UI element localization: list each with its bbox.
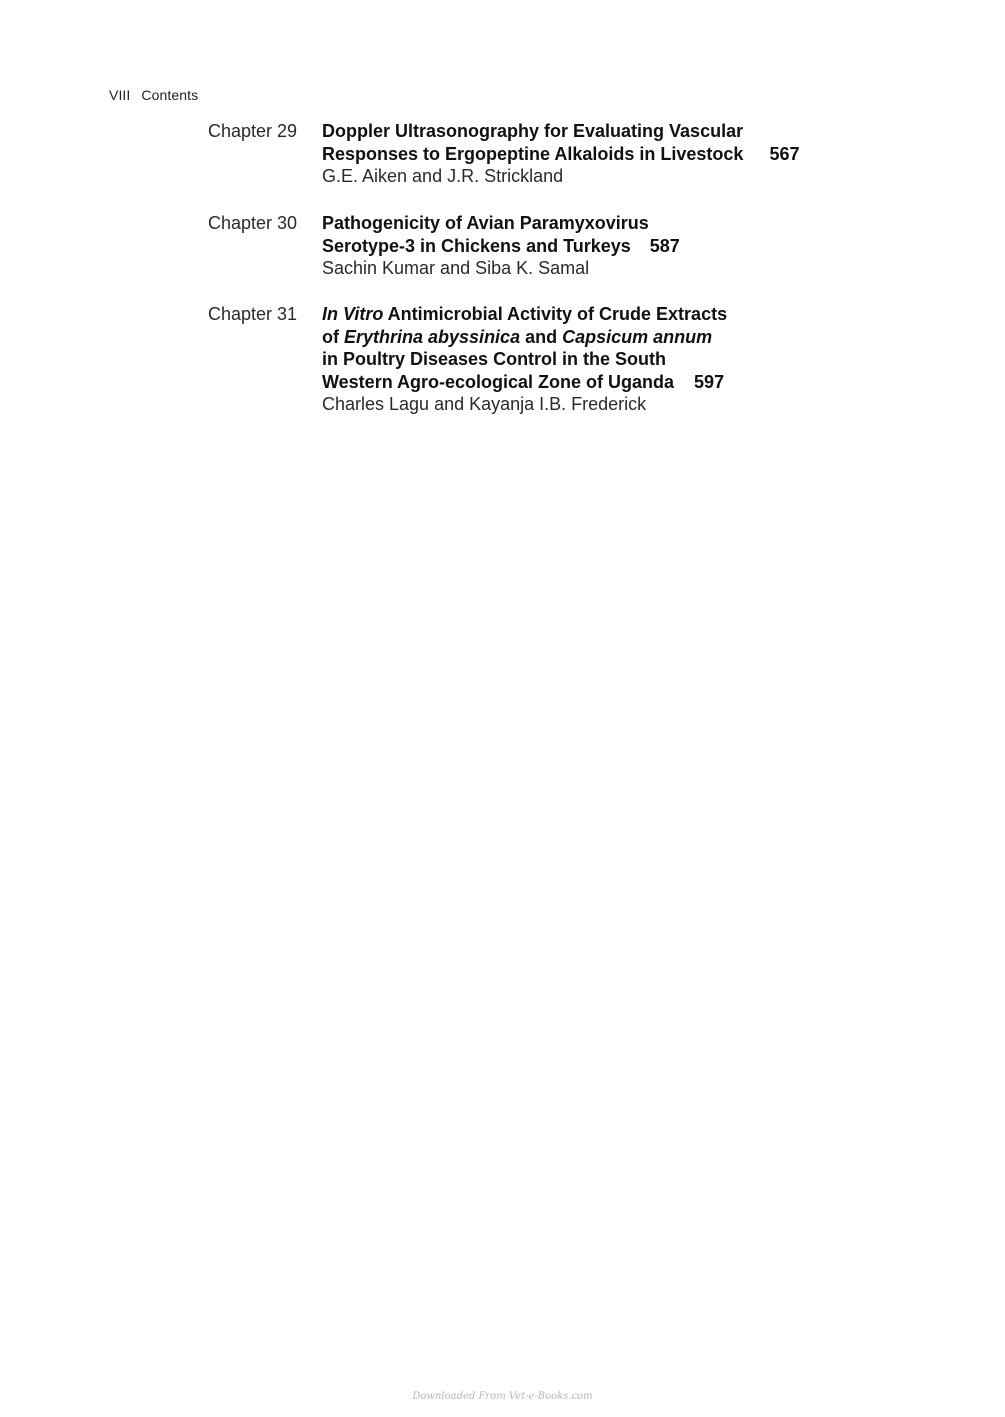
chapter-title-line bbox=[322, 143, 842, 166]
chapter-authors: Sachin Kumar and Siba K. Samal bbox=[322, 258, 590, 278]
chapter-title-line bbox=[322, 235, 842, 258]
italic-term: In Vitro bbox=[322, 304, 384, 324]
chapter-title-text: Western Agro-ecological Zone of Uganda bbox=[322, 371, 675, 392]
chapter-label: Chapter 29 bbox=[208, 121, 298, 141]
page-number: 597 bbox=[694, 371, 725, 392]
entry-body bbox=[322, 303, 842, 416]
entry-body bbox=[322, 120, 842, 188]
chapter-title-text: Responses to Ergopeptine Alkaloids in Livestock bbox=[322, 143, 744, 164]
page-number: 567 bbox=[769, 143, 800, 164]
chapter-title-text: Antimicrobial Activity of Crude Extracts bbox=[383, 304, 728, 324]
chapter-title-text: Serotype-3 in Chickens and Turkeys bbox=[322, 235, 631, 256]
chapter-title-line bbox=[322, 371, 842, 394]
chapter-title-line: Pathogenicity of Avian Paramyxovirus bbox=[322, 213, 649, 233]
chapter-title-line: Doppler Ultrasonography for Evaluating Vascular bbox=[322, 121, 744, 141]
chapter-authors: G.E. Aiken and J.R. Strickland bbox=[322, 166, 564, 186]
download-watermark: Downloaded From Vet-e-Books.com bbox=[412, 1391, 593, 1402]
running-head-section: Contents bbox=[141, 87, 199, 103]
page-folio: VIII bbox=[109, 87, 131, 103]
chapter-authors: Charles Lagu and Kayanja I.B. Frederick bbox=[322, 394, 647, 414]
chapter-label: Chapter 30 bbox=[208, 213, 298, 233]
chapter-title-line: in Poultry Diseases Control in the South bbox=[322, 349, 667, 369]
page-number: 587 bbox=[649, 235, 680, 256]
chapter-title-line bbox=[322, 326, 842, 349]
chapter-title-text: of bbox=[322, 326, 344, 347]
italic-species: Capsicum annum bbox=[562, 326, 713, 347]
running-head bbox=[109, 87, 198, 103]
chapter-title-text: and bbox=[520, 326, 563, 347]
entry-body bbox=[322, 212, 842, 280]
italic-species: Erythrina abyssinica bbox=[344, 326, 521, 347]
chapter-title-line bbox=[322, 303, 842, 326]
chapter-label: Chapter 31 bbox=[208, 304, 298, 324]
